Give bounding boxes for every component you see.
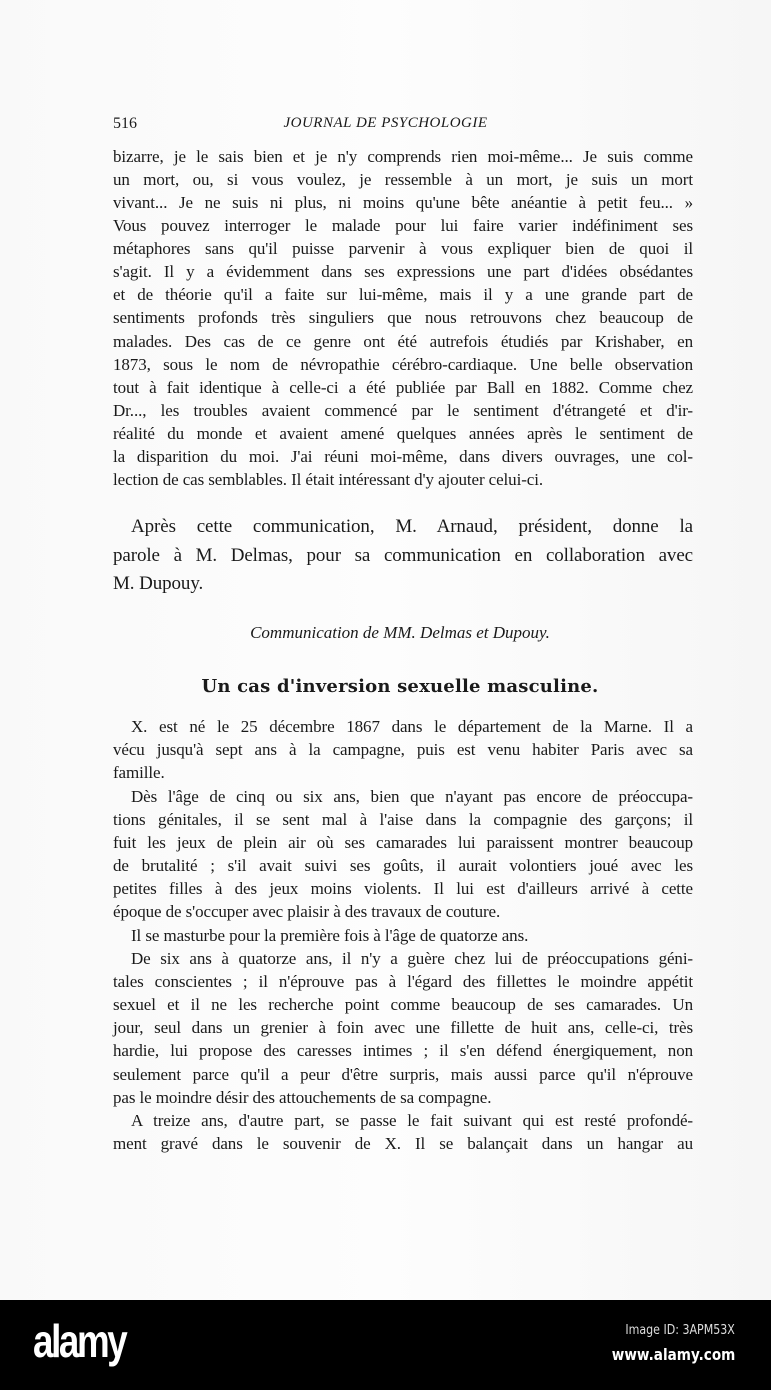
text-line: métaphores sans qu'il puisse parvenir à vous expliquer bien de quoi il xyxy=(113,239,693,259)
running-head: JOURNAL DE PSYCHOLOGIE xyxy=(283,115,488,131)
page-number: 516 xyxy=(113,115,137,132)
text-line: réalité du monde et avaient amené quelques années après le sentiment de xyxy=(113,423,693,443)
alamy-logo: alamy xyxy=(33,1315,126,1367)
text-line: Vous pouvez interroger le malade pour lui faire varier indéfiniment ses xyxy=(113,216,693,236)
text-line: de brutalité ; s'il avait suivi ses goûts, il aurait volontiers joué avec les xyxy=(113,856,693,876)
text-line: sentiments profonds très singuliers que nous retrouvons chez beaucoup de xyxy=(113,308,693,328)
text-line: et de théorie qu'il a faite sur lui-même, mais il y a une grande part de xyxy=(113,285,693,305)
text-line: bizarre, je le sais bien et je n'y comprends rien moi-même... Je suis comme xyxy=(113,147,693,166)
text-line: tout à fait identique à celle-ci a été publiée par Ball en 1882. Comme chez xyxy=(113,377,693,397)
text-line: sexuel et il ne les recherche point comme beaucoup de ses camarades. Un xyxy=(113,995,693,1015)
text-line: De six ans à quatorze ans, il n'y a guère chez lui de préoccupations géni- xyxy=(131,948,693,968)
text-line: la disparition du moi. J'ai réuni moi-même, dans divers ouvrages, une col- xyxy=(113,446,693,466)
text-line: Après cette communication, M. Arnaud, président, donne la xyxy=(131,516,693,537)
text-line: un mort, ou, si vous voulez, je ressemble à un mort, je suis un mort xyxy=(113,170,693,190)
text-line: 1873, sous le nom de névropathie cérébro-cardiaque. Une belle observation xyxy=(113,354,693,374)
text-line: Il se masturbe pour la première fois à l'âge de quatorze ans. xyxy=(131,925,529,945)
text-line: M. Dupouy. xyxy=(113,573,204,594)
text-line: vivant... Je ne suis ni plus, ni moins qu'une bête anéantie à petit feu... » xyxy=(113,193,693,213)
text-line: Dr..., les troubles avaient commencé par le sentiment d'étrangeté et d'ir- xyxy=(113,400,693,420)
text-line: malades. Des cas de ce genre ont été autrefois étudiés par Krishaber, en xyxy=(113,331,693,351)
text-line: pas le moindre désir des attouchements de sa compagne. xyxy=(113,1087,492,1107)
communication-heading: Communication de MM. Delmas et Dupouy. xyxy=(250,623,550,642)
article-title: Un cas d'inversion sexuelle masculine. xyxy=(201,676,599,697)
text-line: hardie, lui propose des caresses intimes ; il s'en défend énergiquement, non xyxy=(113,1041,693,1061)
text-line: lection de cas semblables. Il était intéressant d'y ajouter celui-ci. xyxy=(113,469,543,489)
text-line: jour, seul dans un grenier à foin avec une fillette de huit ans, celle-ci, très xyxy=(113,1018,693,1038)
text-line: ment gravé dans le souvenir de X. Il se balançait dans un hangar au xyxy=(113,1134,693,1154)
text-line: tions génitales, il se sent mal à l'aise dans la compagnie des garçons; il xyxy=(113,809,693,829)
text-line: petites filles à des jeux moins violents. Il lui est d'ailleurs arrivé à cette xyxy=(113,879,693,899)
text-line: parole à M. Delmas, pour sa communication en collaboration avec xyxy=(113,544,693,566)
text-line: s'agit. Il y a évidemment dans ses expressions une part d'idées obsédantes xyxy=(113,262,693,282)
text-line: tales conscientes ; il n'éprouve pas à l'égard des fillettes le moindre appétit xyxy=(113,971,693,991)
site-url: www.alamy.com xyxy=(611,1345,735,1364)
text-line: Dès l'âge de cinq ou six ans, bien que n'ayant pas encore de préoccupa- xyxy=(131,786,693,806)
watermark-footer xyxy=(0,1300,771,1390)
text-line: famille. xyxy=(113,763,165,783)
text-line: A treize ans, d'autre part, se passe le fait suivant qui est resté profondé- xyxy=(131,1110,693,1130)
text-line: seulement parce qu'il a peur d'être surpris, mais aussi parce qu'il n'éprouve xyxy=(113,1064,693,1084)
image-id: Image ID: 3APM53X xyxy=(625,1323,735,1338)
text-line: époque de s'occuper avec plaisir à des travaux de couture. xyxy=(113,902,501,922)
text-line: fuit les jeux de plein air où ses camarades lui paraissent montrer beaucoup xyxy=(113,832,693,852)
text-line: X. est né le 25 décembre 1867 dans le département de la Marne. Il a xyxy=(131,717,693,736)
text-line: vécu jusqu'à sept ans à la campagne, puis est venu habiter Paris avec sa xyxy=(113,740,693,760)
